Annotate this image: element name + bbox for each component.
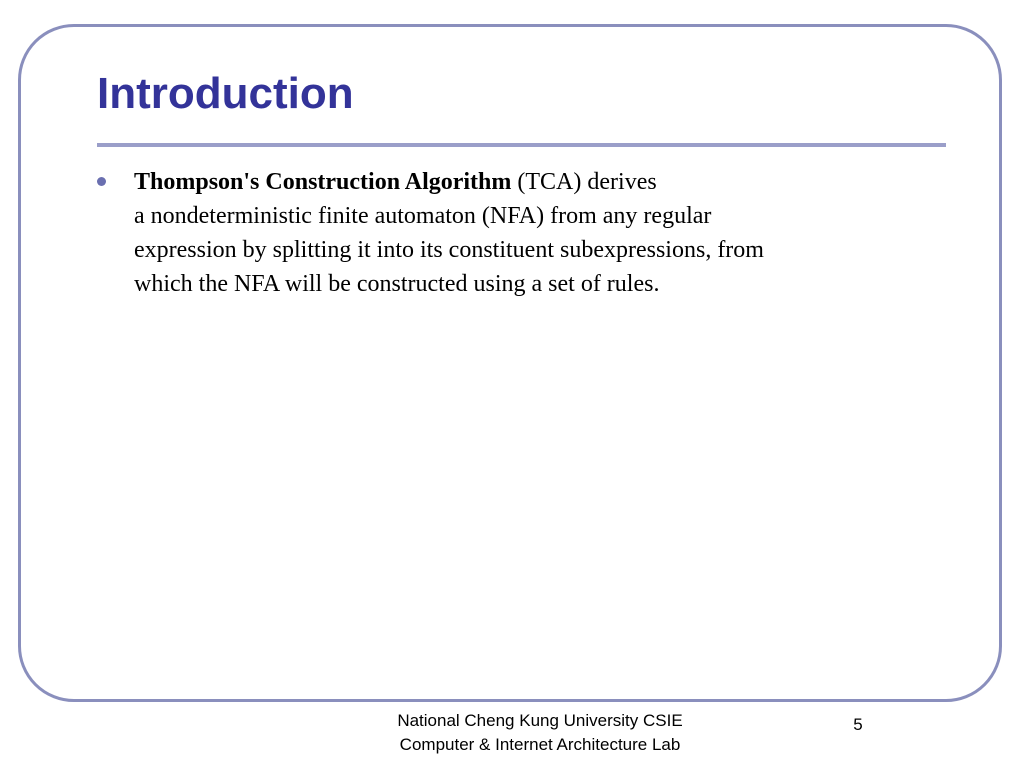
footer-line-1: National Cheng Kung University CSIE [397,711,683,730]
bullet-line-3: expression by splitting it into its constituent subexpressions, from [134,237,764,263]
bullet-line-4: which the NFA will be constructed using a set of rules. [134,271,660,297]
bullet-line-2: a nondeterministic finite automaton (NFA) from any regular [134,203,712,229]
bullet-bold-term: Thompson's Construction Algorithm [134,169,512,195]
slide-footer [320,709,760,757]
page-number: 5 [853,715,863,734]
slide-title: Introduction [97,69,354,118]
bullet-line-1-rest: (TCA) derives [511,169,657,195]
title-divider [97,143,946,147]
footer-line-2: Computer & Internet Architecture Lab [399,735,681,754]
bullet-dot-icon [97,177,106,186]
bullet-text [134,165,894,301]
bullet-line-1 [134,165,894,199]
slide-frame [18,24,1002,702]
